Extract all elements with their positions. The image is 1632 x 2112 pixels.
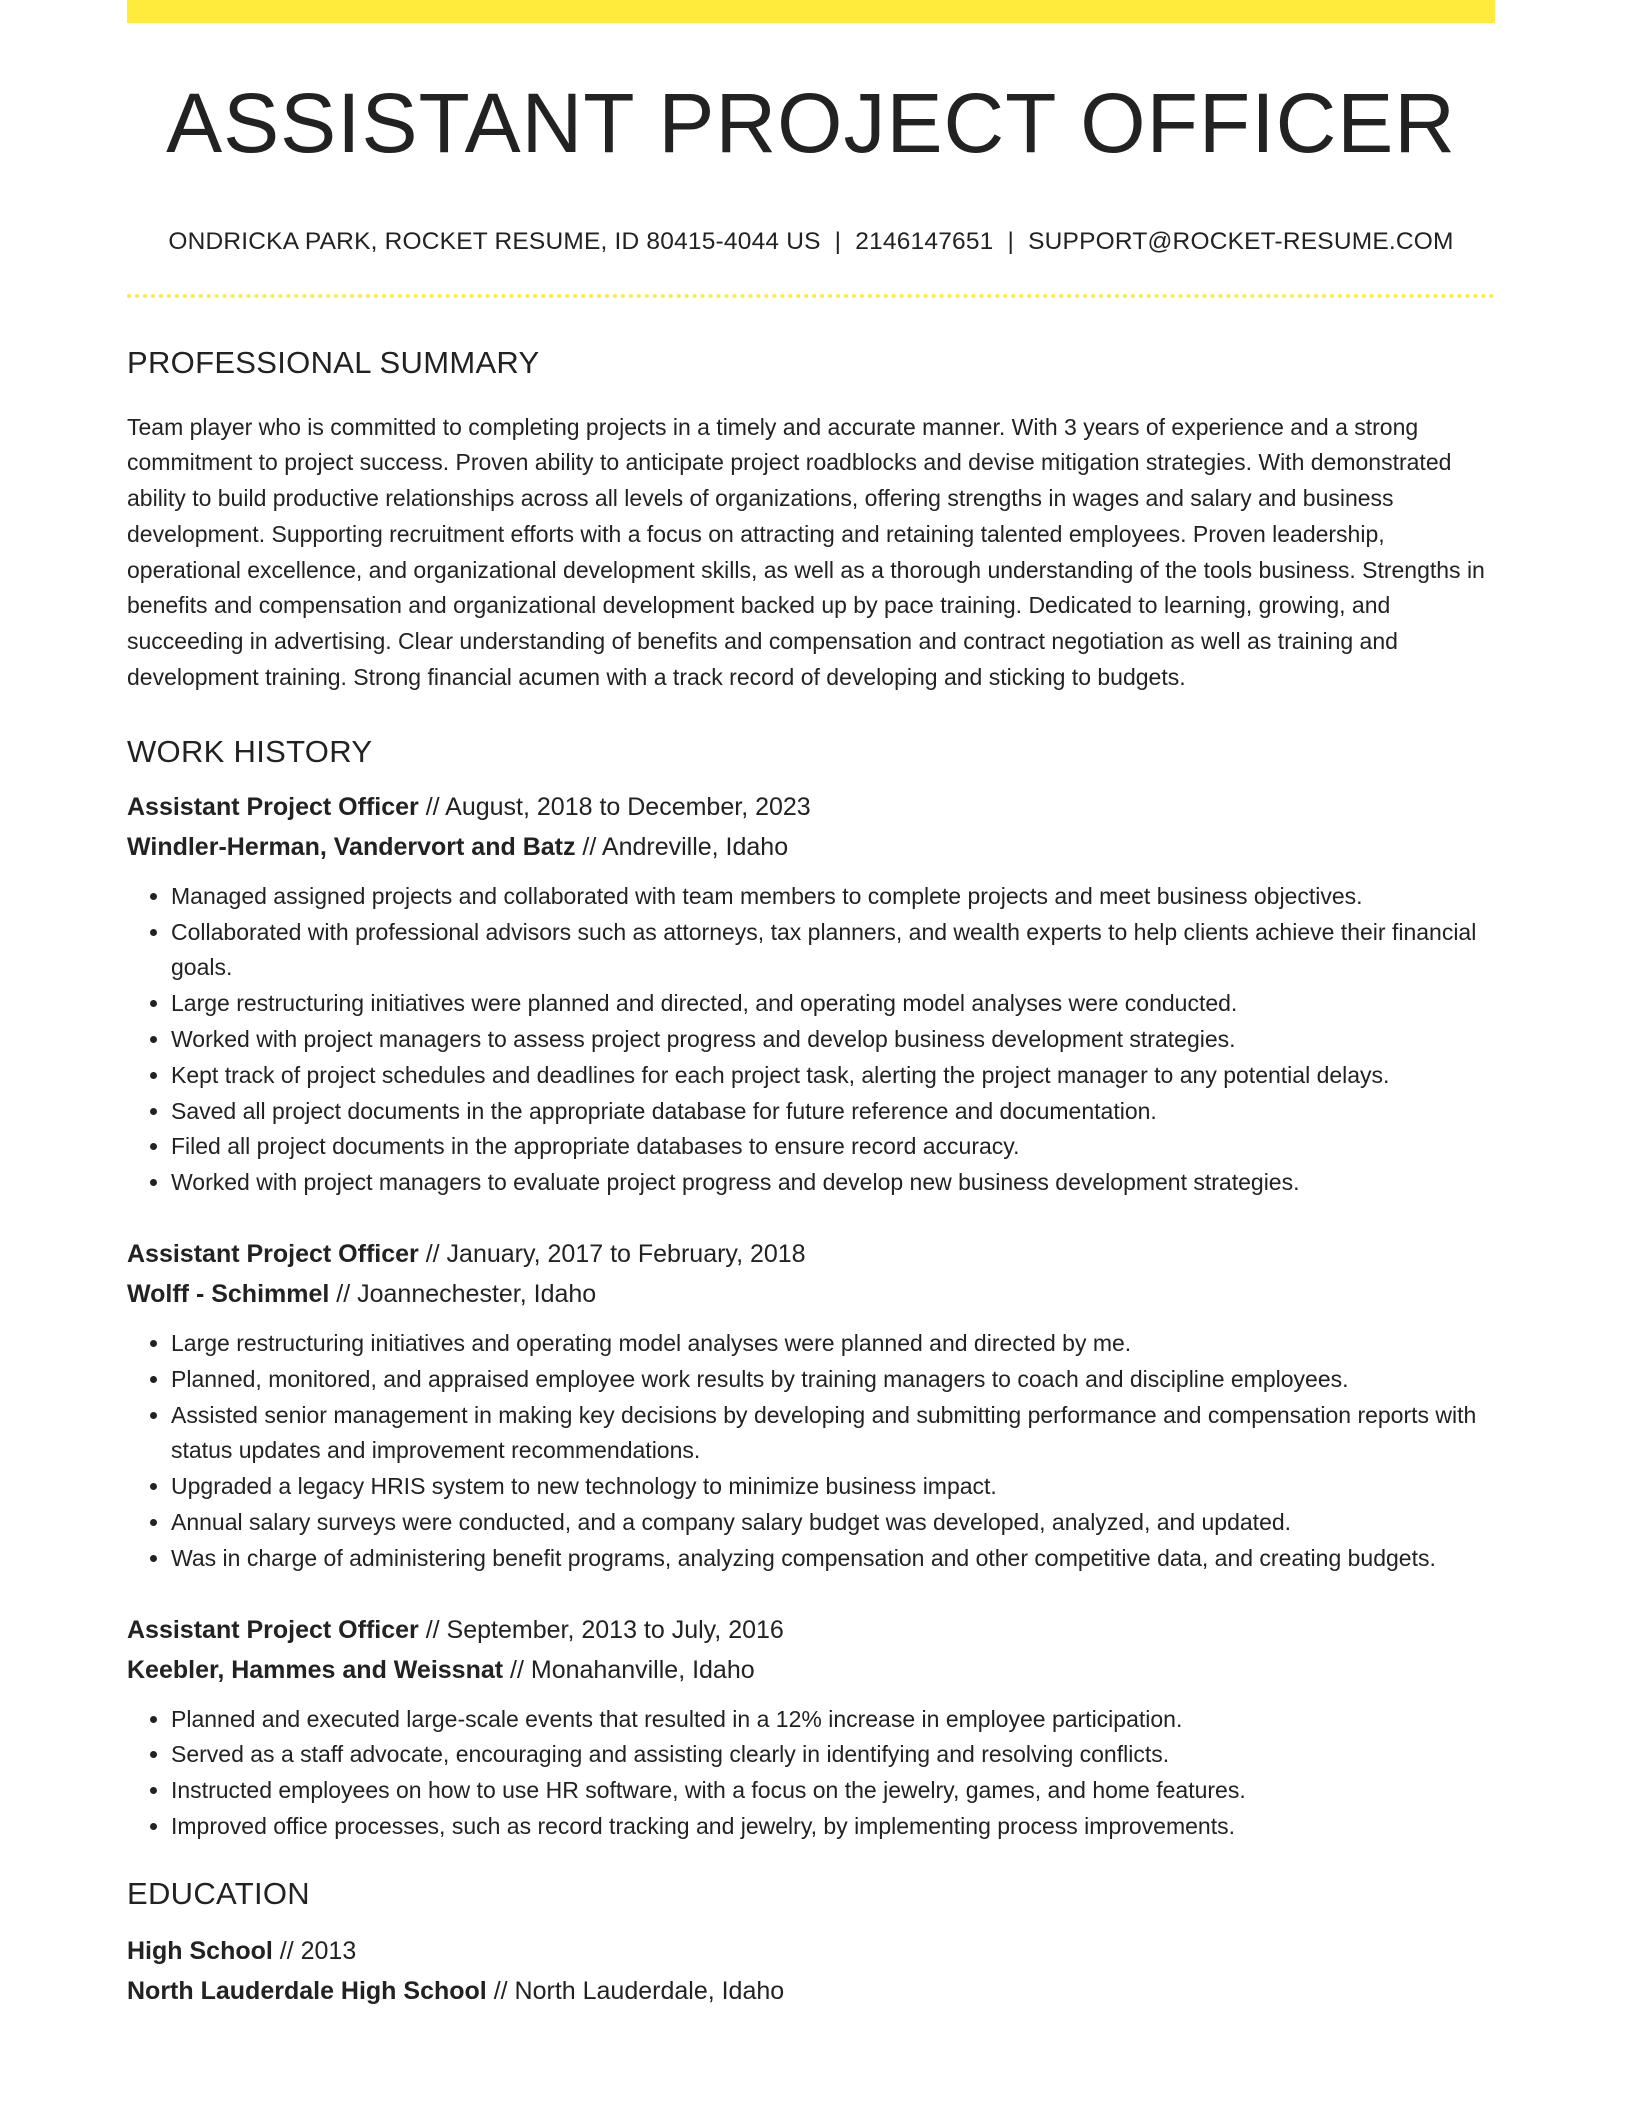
job-company: Wolff - Schimmel xyxy=(127,1280,330,1309)
job-bullet: • Was in charge of administering benefit programs, analyzing compensation and other competitive data, and creating budgets. xyxy=(171,1541,1495,1577)
resume-page xyxy=(127,0,1495,2011)
job-bullet: • Large restructuring initiatives were planned and directed, and operating model analyses were conducted. xyxy=(171,986,1495,1022)
job-title-line xyxy=(127,1610,1495,1650)
job-bullet: • Kept track of project schedules and deadlines for each project task, alerting the project manager to any potential delays. xyxy=(171,1058,1495,1094)
job-bullet: • Annual salary surveys were conducted, and a company salary budget was developed, analyzed, and updated. xyxy=(171,1505,1495,1541)
top-accent-bar xyxy=(127,0,1495,23)
education-school: North Lauderdale High School xyxy=(127,1976,487,2005)
education-degree-line xyxy=(127,1931,1495,1971)
job-bullets xyxy=(127,1326,1495,1577)
job-entry xyxy=(127,1610,1495,1845)
job-bullet: • Planned and executed large-scale events that resulted in a 12% increase in employee participation. xyxy=(171,1702,1495,1738)
summary-heading: PROFESSIONAL SUMMARY xyxy=(127,344,540,380)
resume-title: ASSISTANT PROJECT OFFICER xyxy=(166,76,1456,170)
job-title: Assistant Project Officer xyxy=(127,792,419,821)
summary-text: Team player who is committed to completing projects in a timely and accurate manner. With 3 years of experience and a strong commitment to project success. Proven ability to anticipate project roadblocks and devise mitigation strategies. With demonstrated ability to build productive relationships across all levels of organizations, offering strengths in wages and salary and business development. Supporting recruitment efforts with a focus on attracting and retaining talented employees. Proven leadership, operational excellence, and organizational development skills, as well as a thorough understanding of the tools business. Strengths in benefits and compensation and organizational development backed up by pace training. Dedicated to learning, growing, and succeeding in advertising. Clear understanding of benefits and compensation and contract negotiation as well as training and development training. Strong financial acumen with a track record of developing and sticking to budgets. xyxy=(127,413,1485,691)
job-bullet: • Filed all project documents in the appropriate databases to ensure record accuracy. xyxy=(171,1129,1495,1165)
job-bullet: • Planned, monitored, and appraised employee work results by training managers to coach and discipline employees. xyxy=(171,1362,1495,1398)
job-dates: // September, 2013 to July, 2016 xyxy=(418,1615,784,1644)
job-title-line xyxy=(127,1234,1495,1274)
dotted-divider xyxy=(127,294,1495,298)
job-location: // Andreville, Idaho xyxy=(575,832,789,861)
job-dates: // August, 2018 to December, 2023 xyxy=(418,792,811,821)
job-location: // Monahanville, Idaho xyxy=(503,1655,755,1684)
job-bullet: • Improved office processes, such as record tracking and jewelry, by implementing process improvements. xyxy=(171,1809,1495,1845)
job-entry xyxy=(127,1234,1495,1577)
education-entry xyxy=(127,1931,1495,2011)
contact-email: SUPPORT@ROCKET-RESUME.COM xyxy=(1028,228,1454,255)
job-bullet: • Instructed employees on how to use HR software, with a focus on the jewelry, games, and home features. xyxy=(171,1773,1495,1809)
job-bullet: • Served as a staff advocate, encouraging and assisting clearly in identifying and resolving conflicts. xyxy=(171,1737,1495,1773)
contact-separator: | xyxy=(834,228,842,255)
job-bullet: • Worked with project managers to assess project progress and develop business development strategies. xyxy=(171,1022,1495,1058)
job-bullets xyxy=(127,879,1495,1201)
job-dates: // January, 2017 to February, 2018 xyxy=(418,1240,806,1269)
job-bullet: • Saved all project documents in the appropriate database for future reference and documentation. xyxy=(171,1094,1495,1130)
job-company-line xyxy=(127,1274,1495,1314)
education-year: // 2013 xyxy=(272,1936,357,1965)
job-company: Windler-Herman, Vandervort and Batz xyxy=(127,832,576,861)
job-bullet: • Worked with project managers to evaluate project progress and develop new business development strategies. xyxy=(171,1165,1495,1201)
contact-separator: | xyxy=(1007,228,1015,255)
job-bullet: • Upgraded a legacy HRIS system to new technology to minimize business impact. xyxy=(171,1469,1495,1505)
education-location: // North Lauderdale, Idaho xyxy=(486,1976,785,2005)
job-company: Keebler, Hammes and Weissnat xyxy=(127,1655,504,1684)
education-school-line xyxy=(127,1971,1495,2011)
contact-phone: 2146147651 xyxy=(855,228,994,255)
job-bullets xyxy=(127,1702,1495,1845)
job-title-line xyxy=(127,787,1495,827)
contact-line xyxy=(127,230,1495,255)
job-list xyxy=(127,787,1495,1845)
job-bullet: • Collaborated with professional advisors such as attorneys, tax planners, and wealth experts to help clients achieve their financial goals. xyxy=(171,915,1495,987)
work-history-heading: WORK HISTORY xyxy=(127,733,373,769)
education-degree: High School xyxy=(127,1936,273,1965)
job-bullet: • Large restructuring initiatives and operating model analyses were planned and directed by me. xyxy=(171,1326,1495,1362)
contact-address: ONDRICKA PARK, ROCKET RESUME, ID 80415-4044 US xyxy=(168,228,821,255)
job-entry xyxy=(127,787,1495,1201)
education-heading: EDUCATION xyxy=(127,1875,310,1911)
job-company-line xyxy=(127,827,1495,867)
job-bullet: • Managed assigned projects and collaborated with team members to complete projects and meet business objectives. xyxy=(171,879,1495,915)
job-location: // Joannechester, Idaho xyxy=(329,1280,597,1309)
job-title: Assistant Project Officer xyxy=(127,1615,419,1644)
job-bullet: • Assisted senior management in making key decisions by developing and submitting performance and compensation reports with status updates and improvement recommendations. xyxy=(171,1398,1495,1470)
job-company-line xyxy=(127,1650,1495,1690)
job-title: Assistant Project Officer xyxy=(127,1240,419,1269)
